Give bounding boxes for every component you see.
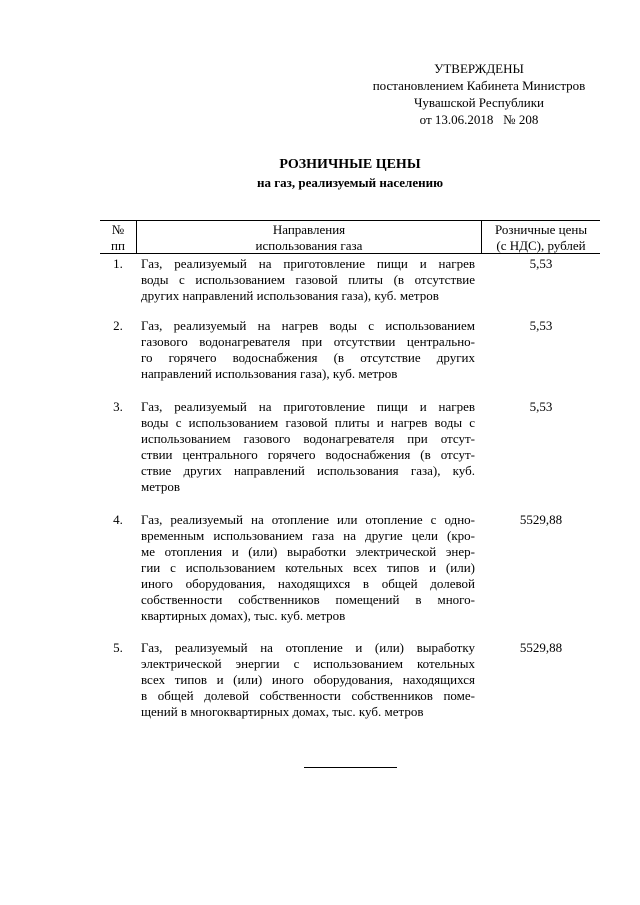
row-price: 5,53 bbox=[529, 256, 553, 271]
row-description: Газ, реализуемый на отопление или отопление с одно- временным использованием газа на другие цели (кро- ме отопления и (или) выработки электрической энер- гии с использованием котельных всех типов и (или) иного оборудования, находящихся в общей долевой собственности собственников помещений в много- квартирных домах), тыс. куб. метров bbox=[141, 512, 475, 623]
row-description: Газ, реализуемый на нагрев воды с использованием газового водонагревателя при отсутствии центрально- го горячего водоснабжения (в отсутствие других направлений использования газа), куб. метров bbox=[141, 318, 475, 381]
approval-stamp bbox=[356, 60, 602, 128]
row-description: Газ, реализуемый на отопление и (или) выработку электрической энергии с использованием котельных всех типов и (или) иного оборудования, находящихся в общей долевой собственности собственников поме- щений в многоквартирных домах, тыс. куб. метров bbox=[141, 640, 475, 719]
approval-line: постановлением Кабинета Министров bbox=[372, 78, 586, 93]
approval-date: от 13.06.2018 № 208 bbox=[419, 112, 539, 127]
row-number: 5. bbox=[113, 640, 123, 655]
table-top-border bbox=[100, 220, 600, 221]
row-price: 5529,88 bbox=[519, 512, 563, 527]
row-price: 5,53 bbox=[529, 318, 553, 333]
row-description: Газ, реализуемый на приготовление пищи и нагрев воды с использованием газовой плиты и нагрев воды с использованием газового водонагревателя при отсут- ствии центрального горячего водоснабжения (в отсут- ствие других направлений использования газа), куб. метров bbox=[141, 399, 475, 494]
title-sub: на газ, реализуемый населению bbox=[257, 175, 443, 190]
header-num: № пп bbox=[111, 222, 125, 253]
document-title bbox=[100, 156, 600, 191]
header-direction: Направления использования газа bbox=[255, 222, 363, 253]
row-number: 1. bbox=[113, 256, 123, 271]
row-number: 2. bbox=[113, 318, 123, 333]
row-description: Газ, реализуемый на приготовление пищи и нагрев воды с использованием газовой плиты (в отсутствие других направлений использования газа), куб. метров bbox=[141, 256, 475, 303]
approval-title: УТВЕРЖДЕНЫ bbox=[434, 61, 524, 76]
row-number: 3. bbox=[113, 399, 123, 414]
approval-line: Чувашской Республики bbox=[413, 95, 545, 110]
header-price: Розничные цены (с НДС), рублей bbox=[494, 222, 588, 253]
row-number: 4. bbox=[113, 512, 123, 527]
closing-rule bbox=[304, 767, 397, 768]
title-main: РОЗНИЧНЫЕ ЦЕНЫ bbox=[279, 157, 421, 172]
row-price: 5529,88 bbox=[519, 640, 563, 655]
row-price: 5,53 bbox=[529, 399, 553, 414]
table-header-border bbox=[100, 253, 600, 254]
